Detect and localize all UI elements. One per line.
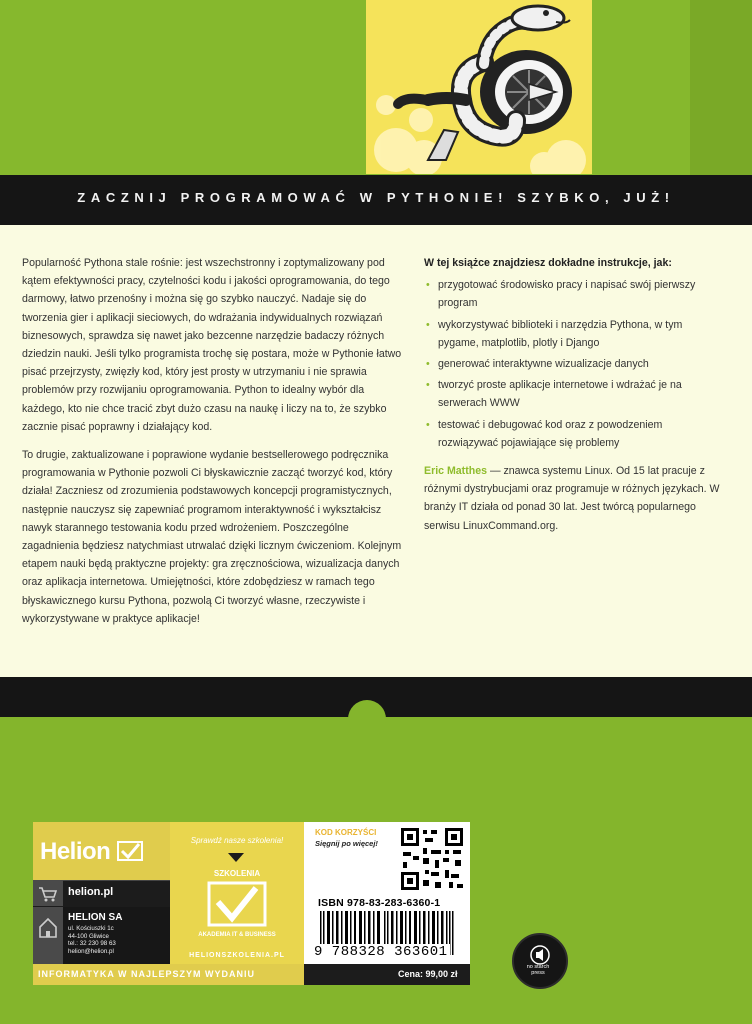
learn-heading: W tej książce znajdziesz dokładne instrukcje, jak: — [424, 257, 672, 269]
publisher-logo-text: Helion — [40, 838, 111, 865]
training-brand: SZKOLENIA — [213, 869, 261, 878]
list-item: • przygotować środowisko pracy i napisać swój pierwszy program — [424, 276, 724, 312]
author-bio-text: — znawca systemu Linux. Od 15 lat pracuje z różnymi dystrybucjami oraz programuje w różnych językach. W branży IT działa od ponad 30 lat. Jest twórcą popularnego serwisu LinuxCommand.org. — [424, 465, 720, 532]
author-name: Eric Matthes — [424, 465, 487, 478]
address-line: tel.: 32 230 98 63 — [68, 940, 116, 947]
list-item: • tworzyć proste aplikacje internetowe i wdrażać je na serwerach WWW — [424, 376, 724, 412]
house-icon — [33, 907, 63, 964]
publisher-slogan: INFORMATYKA W NAJLEPSZYM WYDANIU — [38, 969, 255, 979]
publisher-address — [68, 925, 116, 955]
address-line: helion@helion.pl — [68, 947, 114, 955]
address-line: 44-100 Gliwice — [68, 932, 109, 940]
publisher-company: HELION SA — [68, 912, 123, 923]
list-item: • testować i debugować kod oraz z powodzeniem rozwiązywać pojawiające się problemy — [424, 416, 724, 452]
learn-list — [424, 276, 724, 452]
training-site-link[interactable]: HELIONSZKOLENIA.PL — [189, 952, 285, 959]
book-description — [22, 254, 402, 638]
bonus-code-label: KOD KORZYŚCI — [315, 828, 377, 837]
publisher-site-link[interactable]: helion.pl — [68, 886, 114, 898]
python-snake-rocket-icon — [366, 0, 592, 174]
list-item: • wykorzystywać biblioteki i narzędzia Pythona, w tym pygame, matplotlib, plotly i Django — [424, 316, 724, 352]
helion-checkmark-icon — [117, 841, 143, 861]
address-line: ul. Kościuszki 1c — [68, 925, 114, 932]
imprint-line: press — [531, 970, 545, 976]
barcode-digits: 9 788328 363601 — [314, 944, 448, 960]
qr-code-icon[interactable] — [399, 826, 465, 892]
author-bio — [424, 462, 724, 535]
publisher-logo — [40, 838, 143, 866]
contents-column — [424, 254, 724, 535]
arrow-down-icon — [228, 853, 244, 862]
no-starch-speaker-icon — [514, 935, 566, 987]
training-invite: Sprawdź nasze szkolenia! — [190, 836, 284, 845]
bonus-code-subtitle: Sięgnij po więcej! — [315, 839, 378, 848]
training-subtitle: AKADEMIA IT & BUSINESS — [198, 932, 276, 938]
price-label: Cena: 99,00 zł — [398, 969, 458, 979]
cover-tagline: ZACZNIJ PROGRAMOWAĆ W PYTHONIE! SZYBKO, JUŻ! — [77, 190, 675, 205]
no-starch-press-text — [512, 964, 564, 976]
description-paragraph-2: To drugie, zaktualizowane i poprawione wydanie bestsellerowego podręcznika programowania w Pythonie pozwoli Ci błyskawicznie zacząć tworzyć kod, który działa! Zaczniesz od zrozumienia podstawowych koncepcji programistycznych, następnie nauczysz się zapewniać programom interaktywność i wykształcisz nawyk starannego testowania kodu przed wdrożeniem. Poszczególne zagadnienia będziesz natychmiast utrwalać dzięki licznym ćwiczeniom. Kolejnym etapem nauki będą praktyczne projekty: gra zręcznościowa, wizualizacja danych oraz aplikacja internetowa. Umiejętności, które zdobędziesz w ramach tego błyskawicznego kursu Pythona, pozwolą Ci tworzyć własne, rzeczywiste i wykorzystywane w praktyce aplikacje! — [22, 449, 402, 625]
imprint-line: no starch — [526, 964, 550, 970]
list-item: • generować interaktywne wizualizacje danych — [424, 355, 724, 373]
training-checkmark-icon — [206, 880, 268, 928]
isbn-text: ISBN 978-83-283-6360-1 — [318, 897, 441, 909]
cover-illustration — [366, 0, 592, 174]
description-paragraph-1: Popularność Pythona stale rośnie: jest wszechstronny i zoptymalizowany pod kątem efektywności pracy, czytelności kodu i jakości oprogramowania, do tego darmowy, łatwo przenośny i można się go szybko nauczyć. Nadaje się do tworzenia gier i aplikacji sieciowych, do wdrażania indywidualnych rozwiązań biznesowych, sprawdza się nawet jako bezcenne narzędzie badaczy różnych dziedzin nauki. Jeśli tylko programista trochę się postara, może w Pythonie łatwo pisać przejrzysty, zwięzły kod, który jest prosty w utrzymaniu i nie sprawia problemów przy rozwijaniu oprogramowania. Python to idealny wybór dla każdego, kto nie chce tracić zbyt dużo czasu na naukę i liczy na to, że szybko zacznie pisać poprawny i działający kod. — [22, 257, 402, 433]
band-tab — [348, 700, 386, 738]
cover-edge-shadow — [690, 0, 752, 178]
no-starch-press-logo — [512, 933, 568, 989]
cart-icon — [33, 880, 63, 906]
